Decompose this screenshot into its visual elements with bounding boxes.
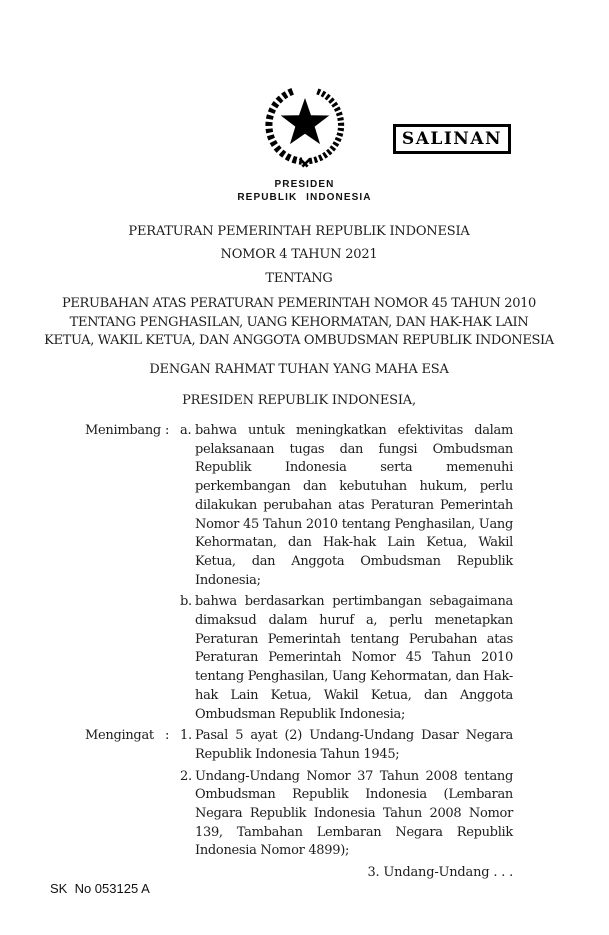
mengingat-label: Mengingat <box>85 728 154 744</box>
clause-marker: 1. <box>180 728 192 744</box>
letterhead-office-line2: REPUBLIK INDONESIA <box>237 192 372 203</box>
subject-line-2: TENTANG PENGHASILAN, UANG KEHORMATAN, DAN HAK-HAK LAIN <box>69 314 529 330</box>
sk-number: SK No 053125 A <box>50 881 150 896</box>
star-wreath-seal-icon <box>261 82 349 172</box>
doc-type-title: PERATURAN PEMERINTAH REPUBLIK INDONESIA <box>128 224 470 239</box>
menimbang-section <box>85 422 513 861</box>
mengingat-item-2 <box>85 768 513 862</box>
menimbang-item-a <box>85 422 513 590</box>
menimbang-separator: : <box>165 423 170 438</box>
clause-text: bahwa berdasarkan pertimbangan sebagaimana dimaksud dalam huruf a, perlu menetapkan Peraturan Pemerintah tentang Perubahan atas Peraturan Pemerintah Nomor 45 Tahun 2010 tentang Penghasilan, Uang Kehormatan, dan Hak-hak Lain Ketua, Wakil Ketua, dan Anggota Ombudsman Republik Indonesia; <box>195 594 513 722</box>
document-body <box>44 224 554 881</box>
menimbang-label: Menimbang <box>85 423 161 438</box>
doc-number: NOMOR 4 TAHUN 2021 <box>220 247 378 262</box>
subject-line-1: PERUBAHAN ATAS PERATURAN PEMERINTAH NOMOR 45 TAHUN 2010 <box>62 296 536 311</box>
clause-text: Undang-Undang Nomor 37 Tahun 2008 tentang Ombudsman Republik Indonesia (Lembaran Negara Republik Indonesia Tahun 2008 Nomor 139, Tambahan Lembaran Negara Republik Indonesia Nomor 4899); <box>195 768 513 859</box>
page-catchword: 3. Undang-Undang . . . <box>367 865 513 881</box>
letterhead <box>0 0 609 204</box>
mengingat-item-1 <box>85 727 513 764</box>
invocation-line: DENGAN RAHMAT TUHAN YANG MAHA ESA <box>149 362 449 377</box>
clause-marker: a. <box>180 423 192 438</box>
authority-line: PRESIDEN REPUBLIK INDONESIA, <box>182 393 416 408</box>
salinan-stamp-label: SALINAN <box>401 129 503 149</box>
subject-line-3: KETUA, WAKIL KETUA, DAN ANGGOTA OMBUDSMAN REPUBLIK INDONESIA <box>44 333 554 348</box>
clause-marker: 2. <box>180 768 192 784</box>
salinan-stamp <box>393 124 511 154</box>
clause-text: bahwa untuk meningkatkan efektivitas dalam pelaksanaan tugas dan fungsi Ombudsman Republik Indonesia serta memenuhi perkembangan dan kebutuhan hukum, perlu dilakukan perubahan atas Peraturan Pemerintah Nomor 45 Tahun 2010 tentang Penghasilan, Uang Kehormatan, dan Hak-hak Lain Ketua, Wakil Ketua, dan Anggota Ombudsman Republik Indonesia; <box>195 423 513 588</box>
menimbang-item-b <box>85 593 513 724</box>
clause-text: Pasal 5 ayat (2) Undang-Undang Dasar Negara Republik Indonesia Tahun 1945; <box>195 728 513 762</box>
letterhead-office-line1: PRESIDEN <box>274 179 335 190</box>
clause-marker: b. <box>180 594 192 610</box>
about-label: TENTANG <box>265 271 333 286</box>
mengingat-separator: : <box>165 728 170 744</box>
